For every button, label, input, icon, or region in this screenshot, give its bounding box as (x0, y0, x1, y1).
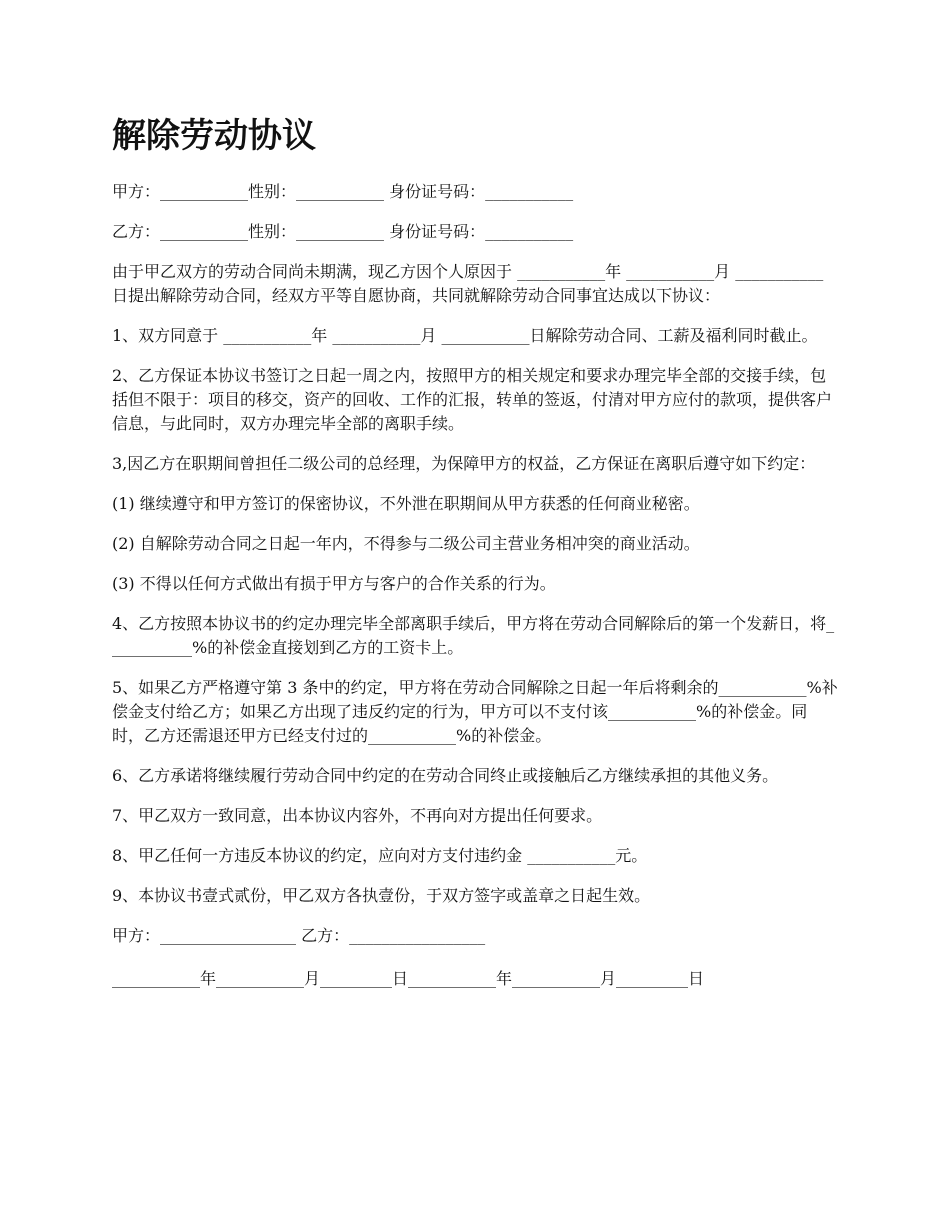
party-a-info: 甲方：___________性别：___________ 身份证号码：___________ (112, 182, 574, 201)
preamble-paragraph: 由于甲乙双方的劳动合同尚未期满，现乙方因个人原因于 ___________年 ___________月 ___________日提出解除劳动合同，经双方平等自愿协商，共同就解除劳动合同事宜达成以下协议： (112, 262, 824, 305)
clause-8: 8、甲乙任何一方违反本协议的约定，应向对方支付违约金 ___________元。 (112, 846, 648, 865)
clause-3-item-1: (1) 继续遵守和甲方签订的保密协议，不外泄在职期间从甲方获悉的任何商业秘密。 (112, 494, 700, 513)
party-b-info: 乙方：___________性别：___________ 身份证号码：___________ (112, 222, 574, 241)
clause-3-item-3: (3) 不得以任何方式做出有损于甲方与客户的合作关系的行为。 (112, 574, 556, 593)
clause-1: 1、双方同意于 ___________年 ___________月 ___________日解除劳动合同、工薪及福利同时截止。 (112, 326, 818, 345)
clause-9: 9、本协议书壹式贰份，甲乙双方各执壹份，于双方签字或盖章之日起生效。 (112, 886, 651, 905)
clause-4: 4、乙方按照本协议书的约定办理完毕全部离职手续后，甲方将在劳动合同解除后的第一个发薪日，将___________%的补偿金直接划到乙方的工资卡上。 (112, 614, 835, 657)
clause-5: 5、如果乙方严格遵守第 3 条中的约定，甲方将在劳动合同解除之日起一年后将剩余的___________%补偿金支付给乙方；如果乙方出现了违反约定的行为，甲方可以不支付该___________%的补偿金。同时，乙方还需退还甲方已经支付过的___________%的补偿金。 (112, 678, 838, 745)
clause-3-item-2: (2) 自解除劳动合同之日起一年内，不得参与二级公司主营业务相冲突的商业活动。 (112, 534, 700, 553)
document-page (112, 112, 838, 1007)
clause-6: 6、乙方承诺将继续履行劳动合同中约定的在劳动合同终止或接触后乙方继续承担的其他义务。 (112, 766, 779, 785)
signature-line: 甲方：_________________ 乙方：_________________ (112, 926, 486, 945)
clause-3: 3,因乙方在职期间曾担任二级公司的总经理，为保障甲方的权益，乙方保证在离职后遵守如下约定： (112, 454, 816, 473)
clause-2: 2、乙方保证本协议书签订之日起一周之内，按照甲方的相关规定和要求办理完毕全部的交接手续，包括但不限于：项目的移交，资产的回收、工作的汇报，转单的签返，付清对甲方应付的款项，提供客户信息，与此同时，双方办理完毕全部的离职手续。 (112, 366, 833, 433)
clause-7: 7、甲乙双方一致同意，出本协议内容外，不再向对方提出任何要求。 (112, 806, 603, 825)
document-title: 解除劳动协议 (112, 116, 316, 156)
date-line: ___________年___________月_________日___________年___________月_________日 (112, 969, 705, 988)
